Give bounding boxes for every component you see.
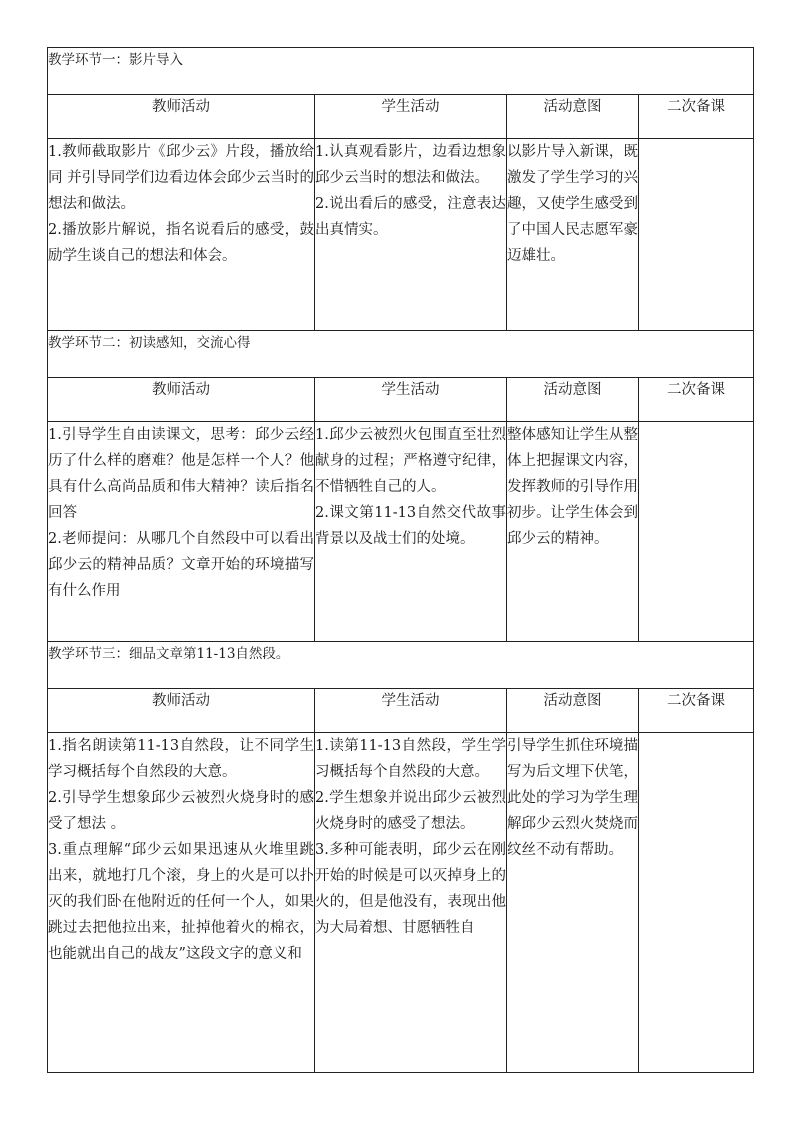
teacher-activity-item: 2.播放影片解说，指名说看后的感受，鼓励学生谈自己的想法和体会。: [48, 222, 314, 264]
section-title-row: [48, 48, 754, 95]
section-title-row: [48, 331, 754, 378]
teacher-activity-item: 3.重点理解“邱少云如果迅速从火堆里跳出来，就地打几个滚，身上的火是可以扑灭的我们卧在他附近的任何一个人，如果跳过去把他拉出来，扯掉他着火的棉衣，也能就出自己的战友”这段文字的意义和: [48, 842, 314, 962]
header-teacher-activity: 教师活动: [48, 689, 315, 733]
teacher-activity-item: 2.老师提问：从哪几个自然段中可以看出邱少云的精神品质？文章开始的环境描写有什么作用: [48, 531, 314, 599]
activity-intent-cell: [507, 139, 639, 331]
teacher-activity-cell: [48, 733, 315, 1073]
second-preparation-cell[interactable]: [639, 733, 754, 1073]
header-student-activity: 学生活动: [315, 95, 507, 139]
activity-intent-cell: [507, 422, 639, 642]
header-student-activity: 学生活动: [315, 378, 507, 422]
header-row: [48, 95, 754, 139]
section-title: 教学环节二：初读感知，交流心得: [48, 331, 754, 378]
student-activity-item: 1.读第11-13自然段，学生学习概括每个自然段的大意。: [315, 738, 506, 780]
teacher-activity-item: 1.教师截取影片《邱少云》片段，播放给同 并引导同学们边看边体会邱少云当时的想法和做法。: [48, 144, 314, 212]
header-teacher-activity: 教师活动: [48, 95, 315, 139]
lesson-plan-table: [47, 47, 754, 1073]
activity-intent-cell: [507, 733, 639, 1073]
second-preparation-cell[interactable]: [639, 422, 754, 642]
content-row: [48, 139, 754, 331]
header-activity-intent: 活动意图: [507, 689, 639, 733]
header-student-activity: 学生活动: [315, 689, 507, 733]
student-activity-cell: [315, 139, 507, 331]
student-activity-item: 2.说出看后的感受，注意表达出真情实。: [315, 196, 506, 238]
student-activity-item: 2.课文第11-13自然交代故事背景以及战士们的处境。: [315, 505, 506, 547]
section-title-row: [48, 642, 754, 689]
header-activity-intent: 活动意图: [507, 95, 639, 139]
student-activity-cell: [315, 733, 507, 1073]
student-activity-item: 1.邱少云被烈火包围直至壮烈献身的过程；严格遵守纪律，不惜牺牲自己的人。: [315, 427, 506, 495]
header-teacher-activity: 教师活动: [48, 378, 315, 422]
teacher-activity-cell: [48, 139, 315, 331]
student-activity-item: 2.学生想象并说出邱少云被烈火烧身时的感受了想法。: [315, 790, 506, 832]
activity-intent-text: 以影片导入新课，既激发了学生学习的兴趣，又使学生感受到了中国人民志愿军豪迈雄壮。: [507, 144, 638, 264]
header-row: [48, 689, 754, 733]
student-activity-item: 3.多种可能表明，邱少云在刚开始的时候是可以灭掉身上的火的，但是他没有，表现出他为大局着想、甘愿牺牲自: [315, 842, 506, 936]
header-row: [48, 378, 754, 422]
activity-intent-text: 整体感知让学生从整体上把握课文内容，发挥教师的引导作用初步。让学生体会到邱少云的精神。: [507, 427, 638, 547]
student-activity-item: 1.认真观看影片，边看边想象邱少云当时的想法和做法。: [315, 144, 506, 186]
section-title: 教学环节三：细品文章第11-13自然段。: [48, 642, 754, 689]
section-title: 教学环节一：影片导入: [48, 48, 754, 95]
header-second-preparation: 二次备课: [639, 378, 754, 422]
teacher-activity-item: 1.引导学生自由读课文，思考：邱少云经历了什么样的磨难？他是怎样一个人？他具有什么高尚品质和伟大精神？读后指名回答: [48, 427, 314, 521]
teacher-activity-cell: [48, 422, 315, 642]
header-second-preparation: 二次备课: [639, 95, 754, 139]
second-preparation-cell[interactable]: [639, 139, 754, 331]
teacher-activity-item: 2.引导学生想象邱少云被烈火烧身时的感受了想法 。: [48, 790, 314, 832]
content-row: [48, 422, 754, 642]
activity-intent-text: 引导学生抓住环境描写为后文埋下伏笔，此处的学习为学生理解邱少云烈火焚烧而纹丝不动有帮助。: [507, 738, 638, 858]
content-row: [48, 733, 754, 1073]
teacher-activity-item: 1.指名朗读第11-13自然段，让不同学生学习概括每个自然段的大意。: [48, 738, 314, 780]
header-second-preparation: 二次备课: [639, 689, 754, 733]
header-activity-intent: 活动意图: [507, 378, 639, 422]
student-activity-cell: [315, 422, 507, 642]
